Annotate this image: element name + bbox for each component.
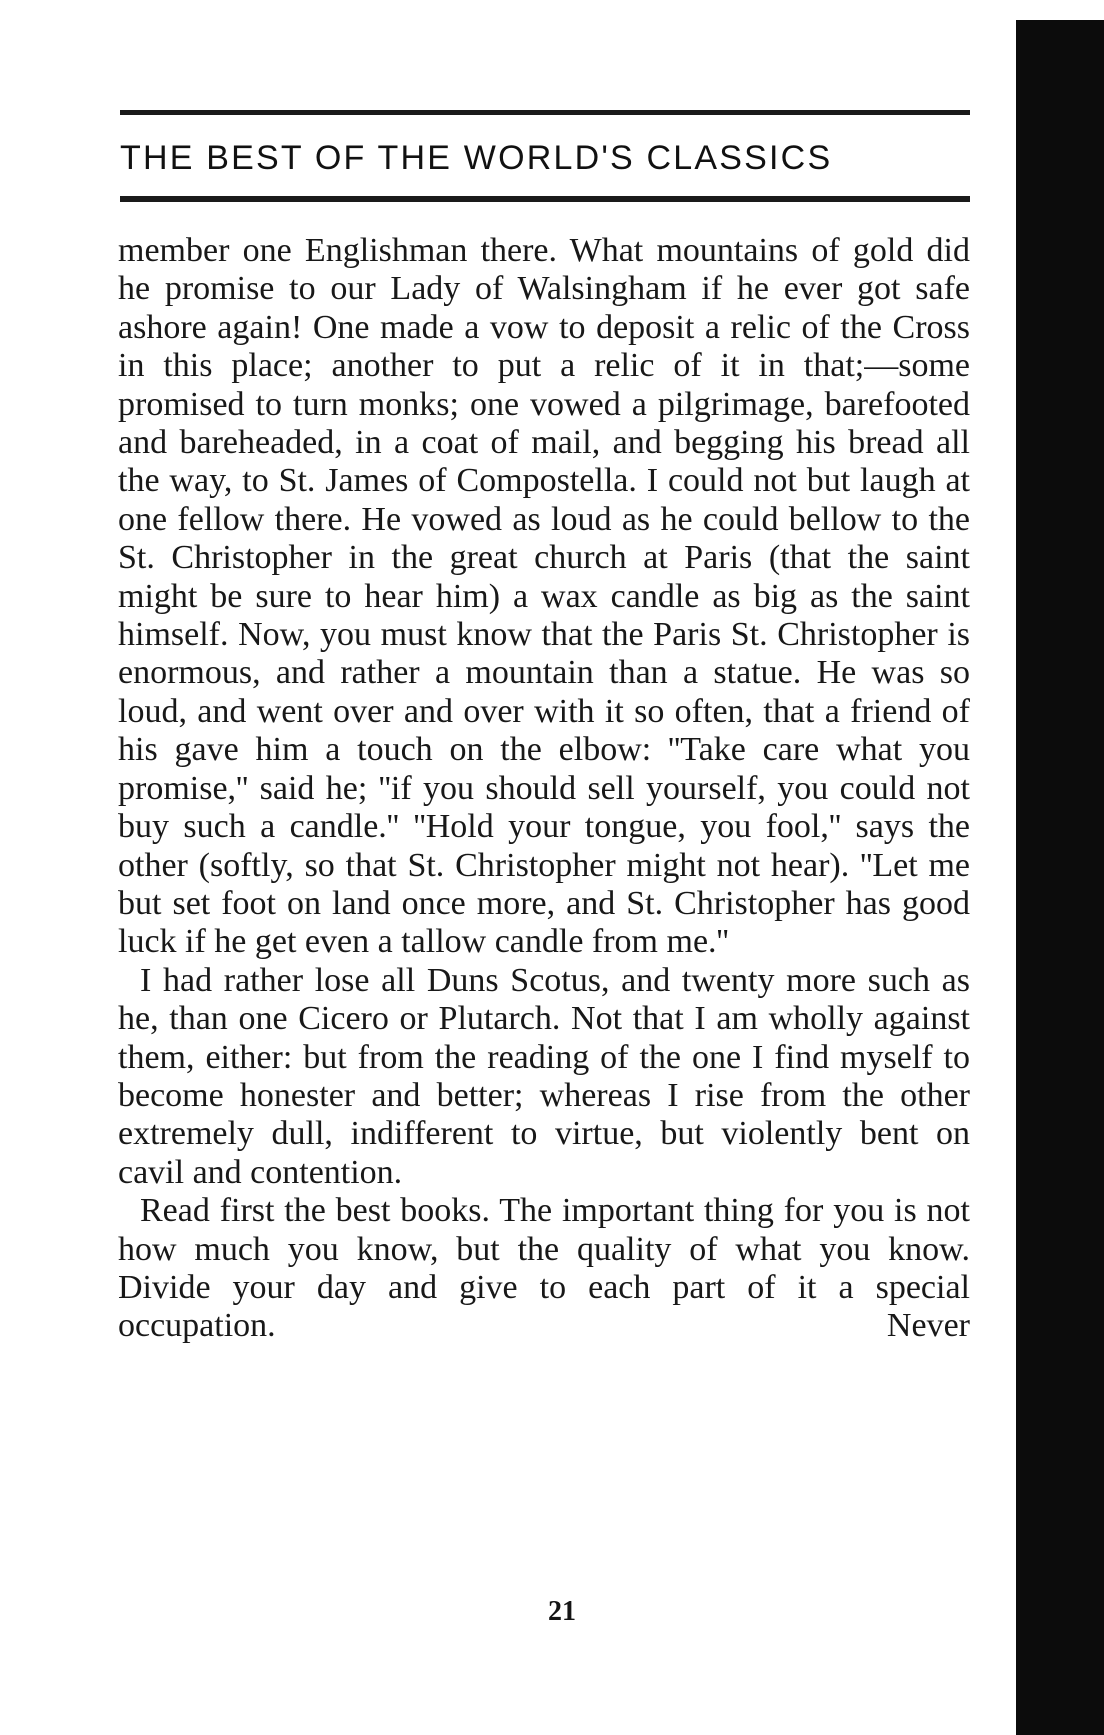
- paragraph-2: I had rather lose all Duns Scotus, and twenty more such as he, than one Cicero or Plutarch. Not that I am wholly against them, either: but from the reading of the one I find myself to become honester and better; whereas I rise from the other extremely dull, indifferent to virtue, but violently bent on cavil and contention.: [118, 961, 970, 1191]
- running-head: THE BEST OF THE WORLD'S CLASSICS: [120, 139, 833, 177]
- body-text: [118, 232, 970, 1346]
- paragraph-1: member one Englishman there. What mountains of gold did he promise to our Lady of Walsingham if he ever got safe ashore again! One made a vow to deposit a relic of the Cross in this place; another to put a relic of it in that;—some promised to turn monks; one vowed a pilgrimage, barefooted and bareheaded, in a coat of mail, and begging his bread all the way, to St. James of Compostella. I could not but laugh at one fellow there. He vowed as loud as he could bellow to the St. Christopher in the great church at Paris (that the saint might be sure to hear him) a wax candle as big as the saint himself. Now, you must know that the Paris St. Christopher is enormous, and rather a mountain than a statue. He was so loud, and went over and over with it so often, that a friend of his gave him a touch on the elbow: ''Take care what you promise,'' said he; ''if you should sell yourself, you could not buy such a candle.'' ''Hold your tongue, you fool,'' says the other (softly, so that St. Christopher might not hear). ''Let me but set foot on land once more, and St. Christopher has good luck if he get even a tallow candle from me.'': [118, 232, 970, 961]
- header-rule-bottom: [120, 196, 970, 202]
- paragraph-3: Read first the best books. The important thing for you is not how much you know, but the quality of what you know. Divide your day and give to each part of it a special occupation. Never: [118, 1192, 970, 1345]
- page-number: 21: [548, 1596, 576, 1627]
- header-rule-top: [120, 110, 970, 115]
- page-edge-shadow: [1016, 20, 1104, 1735]
